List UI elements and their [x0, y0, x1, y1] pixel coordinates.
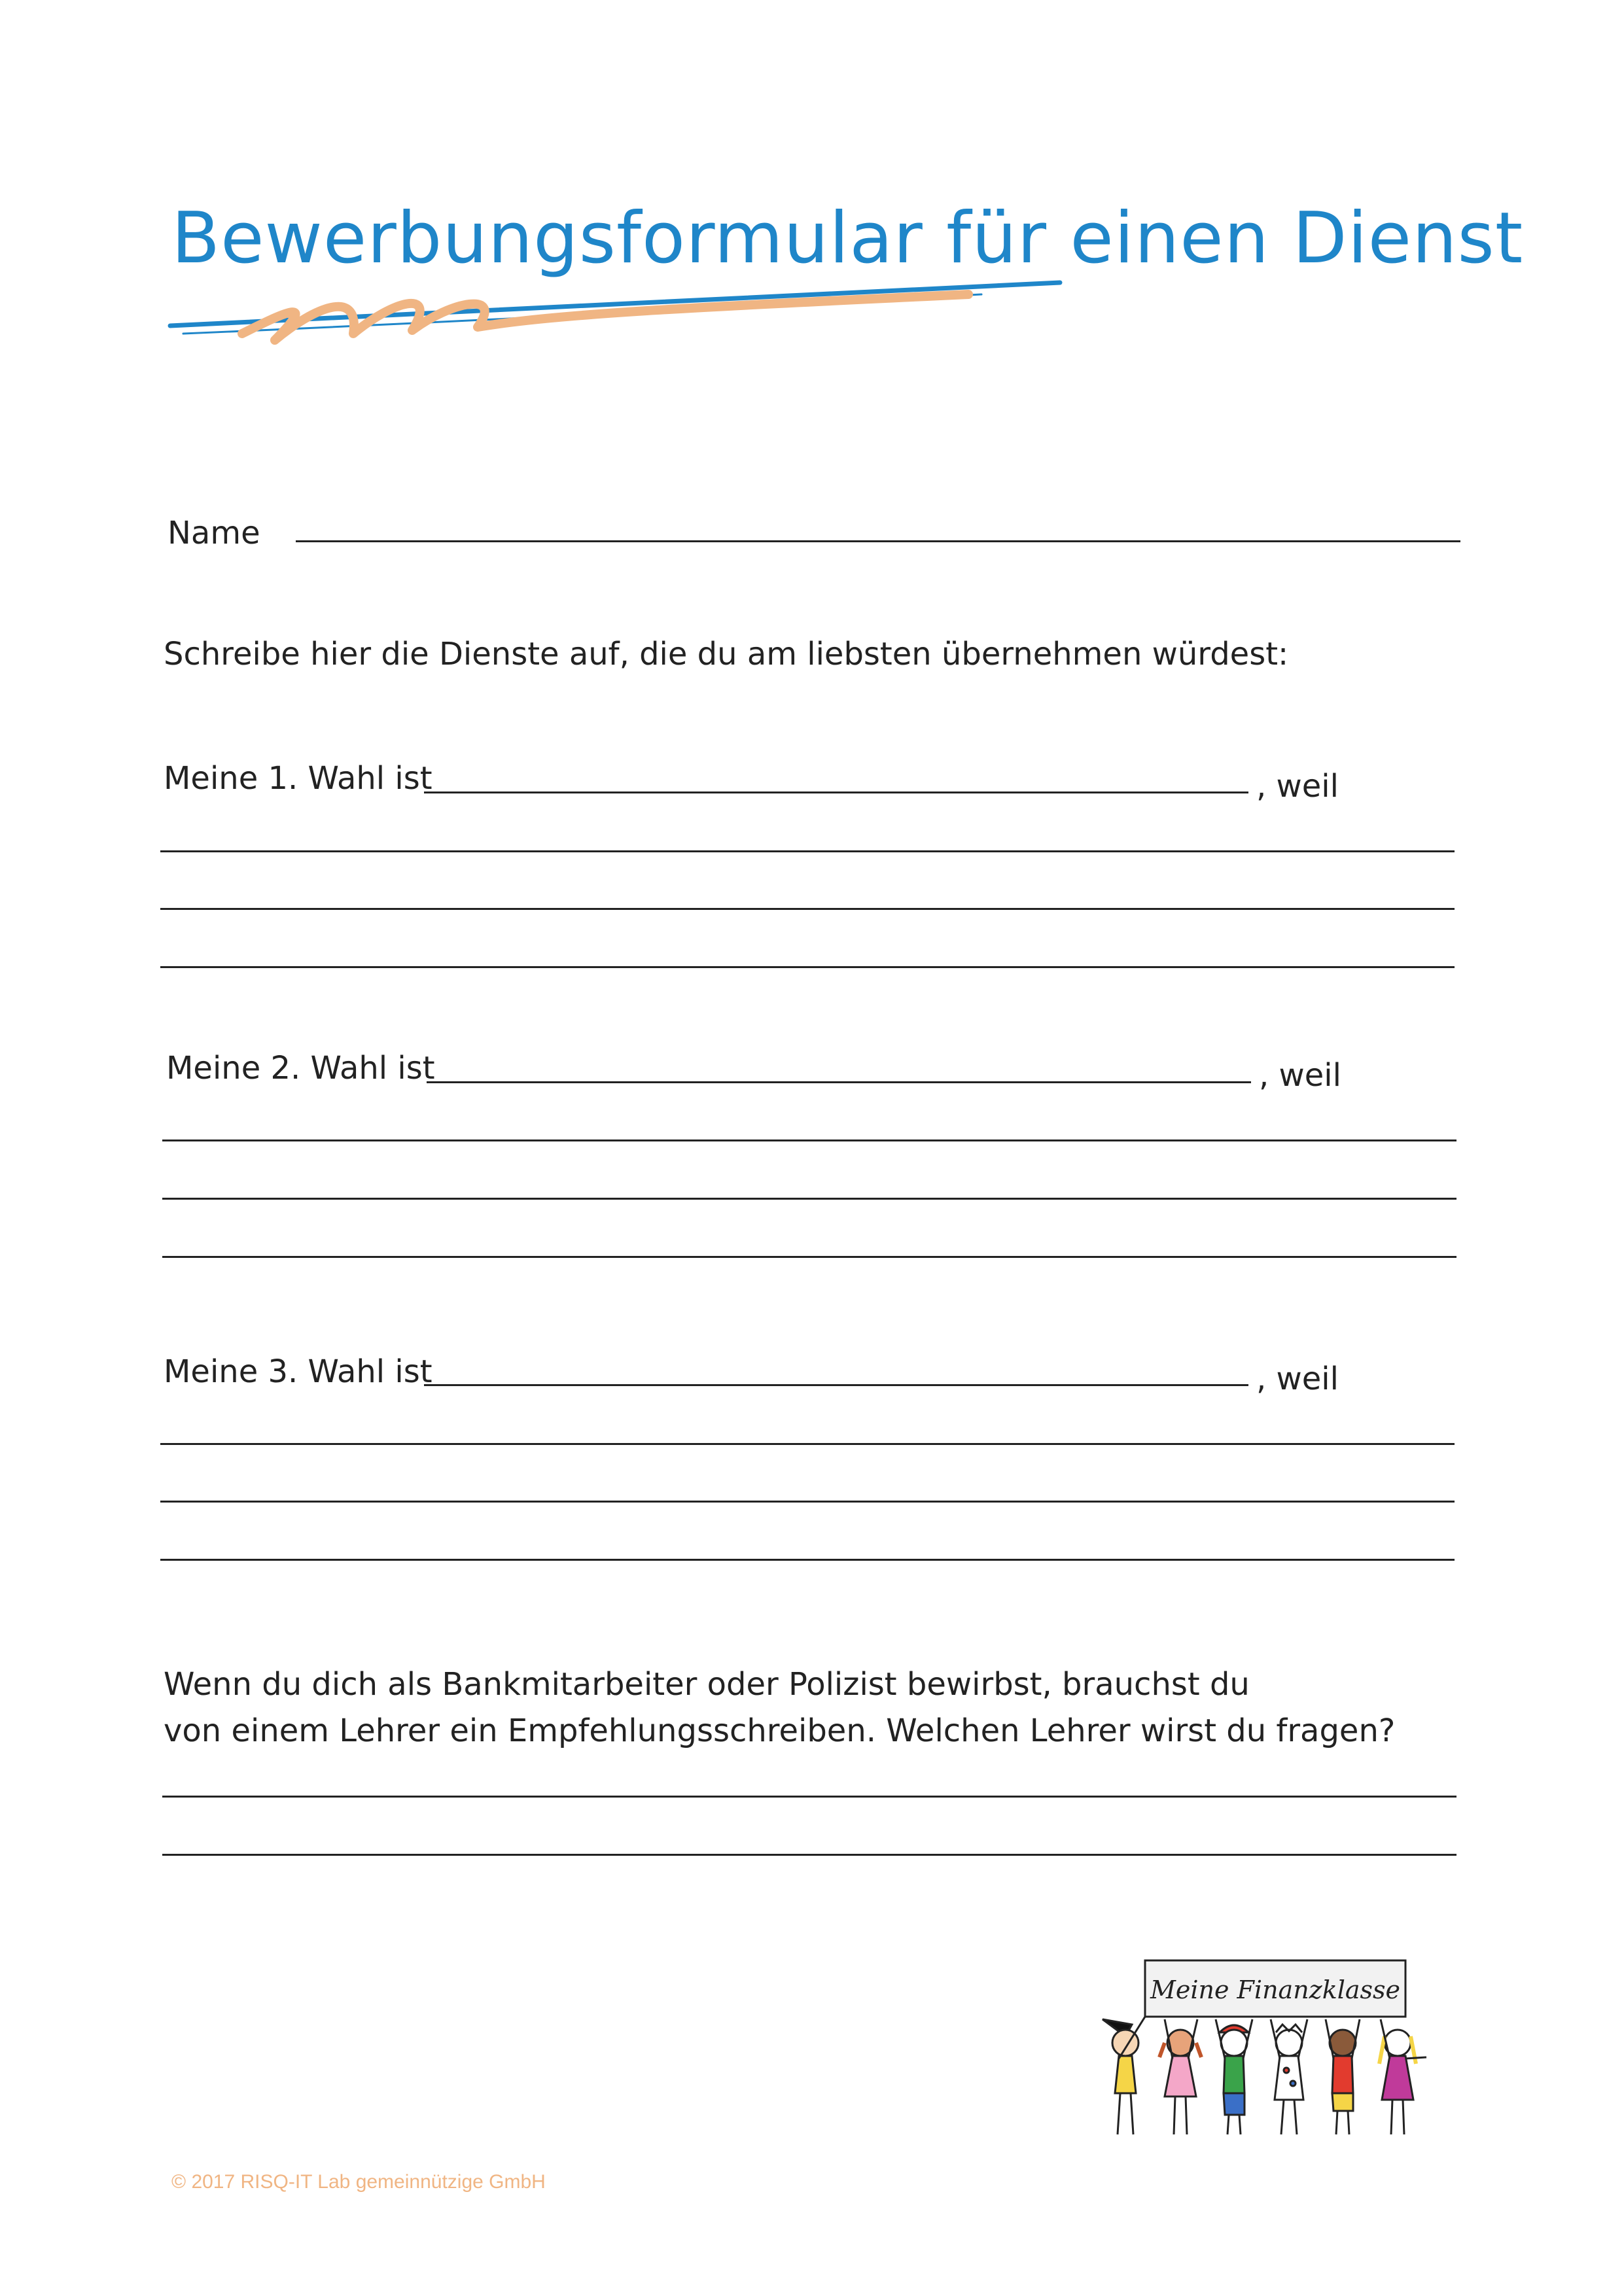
choice-1-input-line[interactable]: [424, 791, 1248, 793]
choice-3-reason-line-2[interactable]: [160, 1501, 1455, 1503]
choice-2-input-line[interactable]: [427, 1081, 1251, 1083]
question-text-line-1: Wenn du dich als Bankmitarbeiter oder Polizist bewirbst, brauchst du: [164, 1666, 1250, 1703]
question-text-line-2: von einem Lehrer ein Empfehlungsschreiben. Welchen Lehrer wirst du fragen?: [164, 1713, 1396, 1749]
choice-1-label: Meine 1. Wahl ist: [164, 760, 432, 797]
name-input-line[interactable]: [296, 540, 1460, 542]
title-swoosh-decoration: [164, 268, 1080, 360]
choice-3-reason-line-1[interactable]: [160, 1443, 1455, 1445]
choice-3-reason-line-3[interactable]: [160, 1559, 1455, 1561]
logo-sign-text: Meine Finanzklasse: [1150, 1975, 1401, 2004]
choice-2-label: Meine 2. Wahl ist: [166, 1050, 435, 1087]
choice-2-reason-line-1[interactable]: [162, 1139, 1456, 1141]
page-title: Bewerbungsformular für einen Dienst: [171, 198, 1524, 279]
choice-2-suffix: , weil: [1259, 1057, 1341, 1094]
choice-3-label: Meine 3. Wahl ist: [164, 1353, 432, 1390]
teacher-answer-line-1[interactable]: [162, 1796, 1456, 1798]
choice-1-reason-line-3[interactable]: [160, 966, 1455, 968]
finanzklasse-logo: [1099, 1959, 1466, 2155]
instruction-text: Schreibe hier die Dienste auf, die du am liebsten übernehmen würdest:: [164, 636, 1289, 672]
name-label: Name: [168, 515, 260, 551]
choice-3-input-line[interactable]: [424, 1384, 1248, 1386]
choice-1-reason-line-1[interactable]: [160, 850, 1455, 852]
teacher-answer-line-2[interactable]: [162, 1854, 1456, 1856]
copyright-footer: © 2017 RISQ-IT Lab gemeinnützige GmbH: [171, 2171, 546, 2193]
choice-2-reason-line-3[interactable]: [162, 1256, 1456, 1258]
choice-2-reason-line-2[interactable]: [162, 1198, 1456, 1200]
choice-3-suffix: , weil: [1256, 1361, 1339, 1397]
choice-1-reason-line-2[interactable]: [160, 908, 1455, 910]
choice-1-suffix: , weil: [1256, 768, 1339, 805]
